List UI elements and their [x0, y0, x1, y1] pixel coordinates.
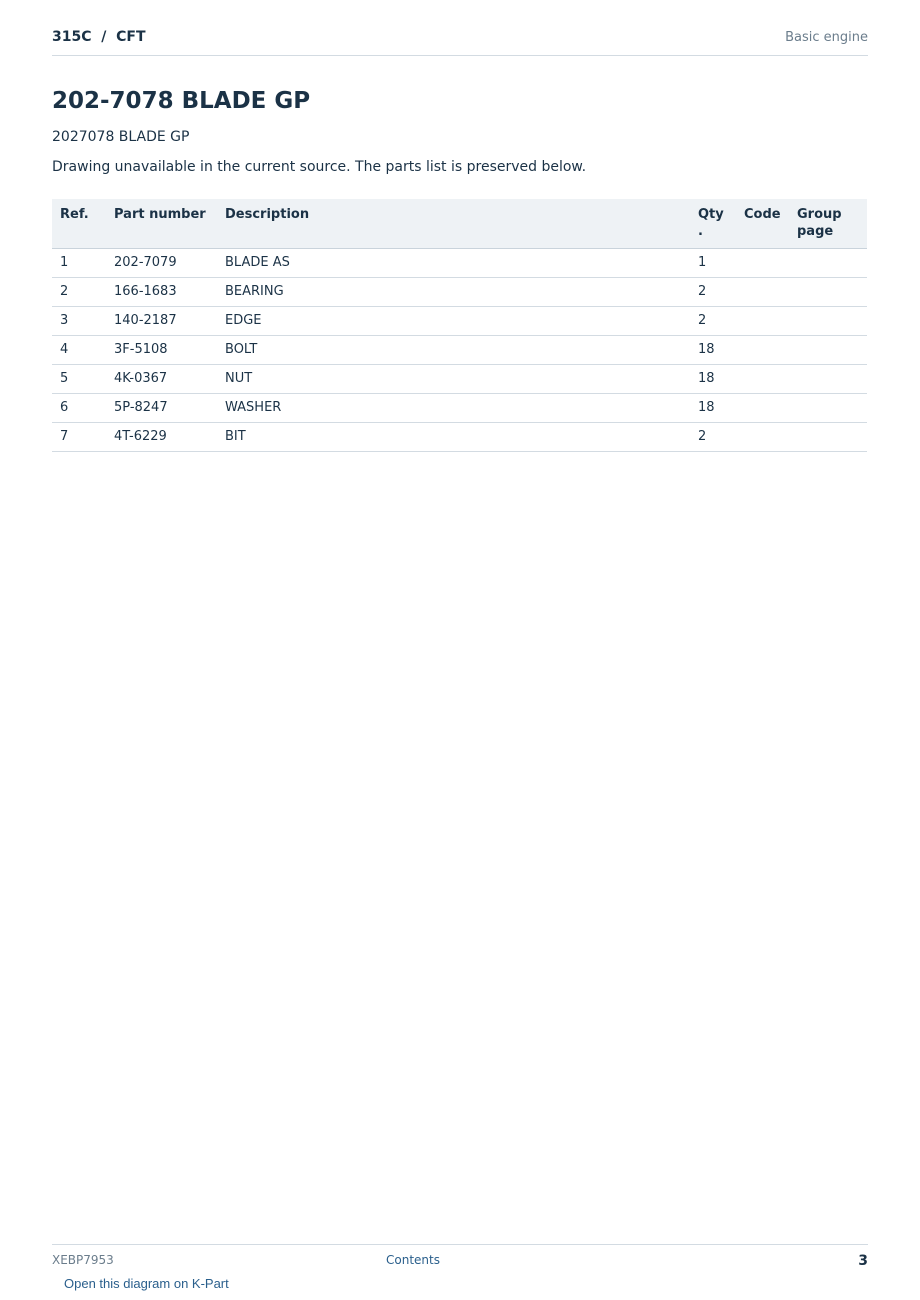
cell-group-page: [789, 249, 867, 278]
cell-code: [736, 249, 789, 278]
contents-link[interactable]: Contents: [386, 1253, 440, 1267]
cell-code: [736, 394, 789, 423]
breadcrumb: 315C / CFT: [52, 29, 146, 45]
page-title: 202-7078 BLADE GP: [52, 88, 311, 114]
cell-code: [736, 336, 789, 365]
cell-qty: 18: [690, 394, 736, 423]
cell-part-number: 202-7079: [106, 249, 217, 278]
page-number: 3: [858, 1253, 868, 1269]
cell-code: [736, 278, 789, 307]
col-header-qty-line2: .: [698, 224, 703, 239]
table-row: [52, 249, 867, 278]
cell-group-page: [789, 423, 867, 452]
cell-qty: 2: [690, 278, 736, 307]
cell-ref: 4: [52, 336, 106, 365]
parts-table: [52, 199, 867, 452]
cell-group-page: [789, 394, 867, 423]
cell-part-number: 4T-6229: [106, 423, 217, 452]
cell-ref: 6: [52, 394, 106, 423]
table-header-row: [52, 199, 867, 249]
cell-description: NUT: [217, 365, 690, 394]
drawing-unavailable-note: Drawing unavailable in the current source. The parts list is preserved below.: [52, 159, 587, 175]
cell-group-page: [789, 307, 867, 336]
cell-code: [736, 307, 789, 336]
cell-description: EDGE: [217, 307, 690, 336]
cell-group-page: [789, 278, 867, 307]
col-header-code: Code: [736, 199, 789, 249]
table-row: [52, 394, 867, 423]
cell-ref: 3: [52, 307, 106, 336]
document-id: XEBP7953: [52, 1253, 114, 1267]
cell-description: BOLT: [217, 336, 690, 365]
page-footer: [52, 1244, 868, 1295]
cell-code: [736, 365, 789, 394]
col-header-group-page: [789, 199, 867, 249]
table-row: [52, 365, 867, 394]
col-header-part-number: Part number: [106, 199, 217, 249]
cell-part-number: 3F-5108: [106, 336, 217, 365]
table-row: [52, 307, 867, 336]
col-header-group-line2: page: [797, 224, 834, 239]
col-header-group-line1: Group: [797, 207, 842, 222]
table-row: [52, 423, 867, 452]
cell-ref: 2: [52, 278, 106, 307]
cell-ref: 1: [52, 249, 106, 278]
cell-description: BLADE AS: [217, 249, 690, 278]
cell-qty: 2: [690, 307, 736, 336]
section-label: Basic engine: [785, 30, 868, 45]
cell-qty: 1: [690, 249, 736, 278]
cell-description: BIT: [217, 423, 690, 452]
cell-group-page: [789, 365, 867, 394]
cell-description: BEARING: [217, 278, 690, 307]
cell-description: WASHER: [217, 394, 690, 423]
table-row: [52, 278, 867, 307]
cell-qty: 18: [690, 365, 736, 394]
cell-part-number: 140-2187: [106, 307, 217, 336]
cell-ref: 5: [52, 365, 106, 394]
col-header-qty-line1: Qty: [698, 207, 724, 222]
cell-qty: 2: [690, 423, 736, 452]
cell-part-number: 4K-0367: [106, 365, 217, 394]
cell-part-number: 5P-8247: [106, 394, 217, 423]
col-header-ref: Ref.: [52, 199, 106, 249]
cell-part-number: 166-1683: [106, 278, 217, 307]
table-row: [52, 336, 867, 365]
cell-qty: 18: [690, 336, 736, 365]
page-header: [52, 28, 868, 56]
cell-code: [736, 423, 789, 452]
col-header-qty: [690, 199, 736, 249]
open-kpart-link[interactable]: Open this diagram on K-Part: [64, 1276, 229, 1291]
cell-ref: 7: [52, 423, 106, 452]
page-subtitle: 2027078 BLADE GP: [52, 129, 190, 145]
col-header-description: Description: [217, 199, 690, 249]
cell-group-page: [789, 336, 867, 365]
